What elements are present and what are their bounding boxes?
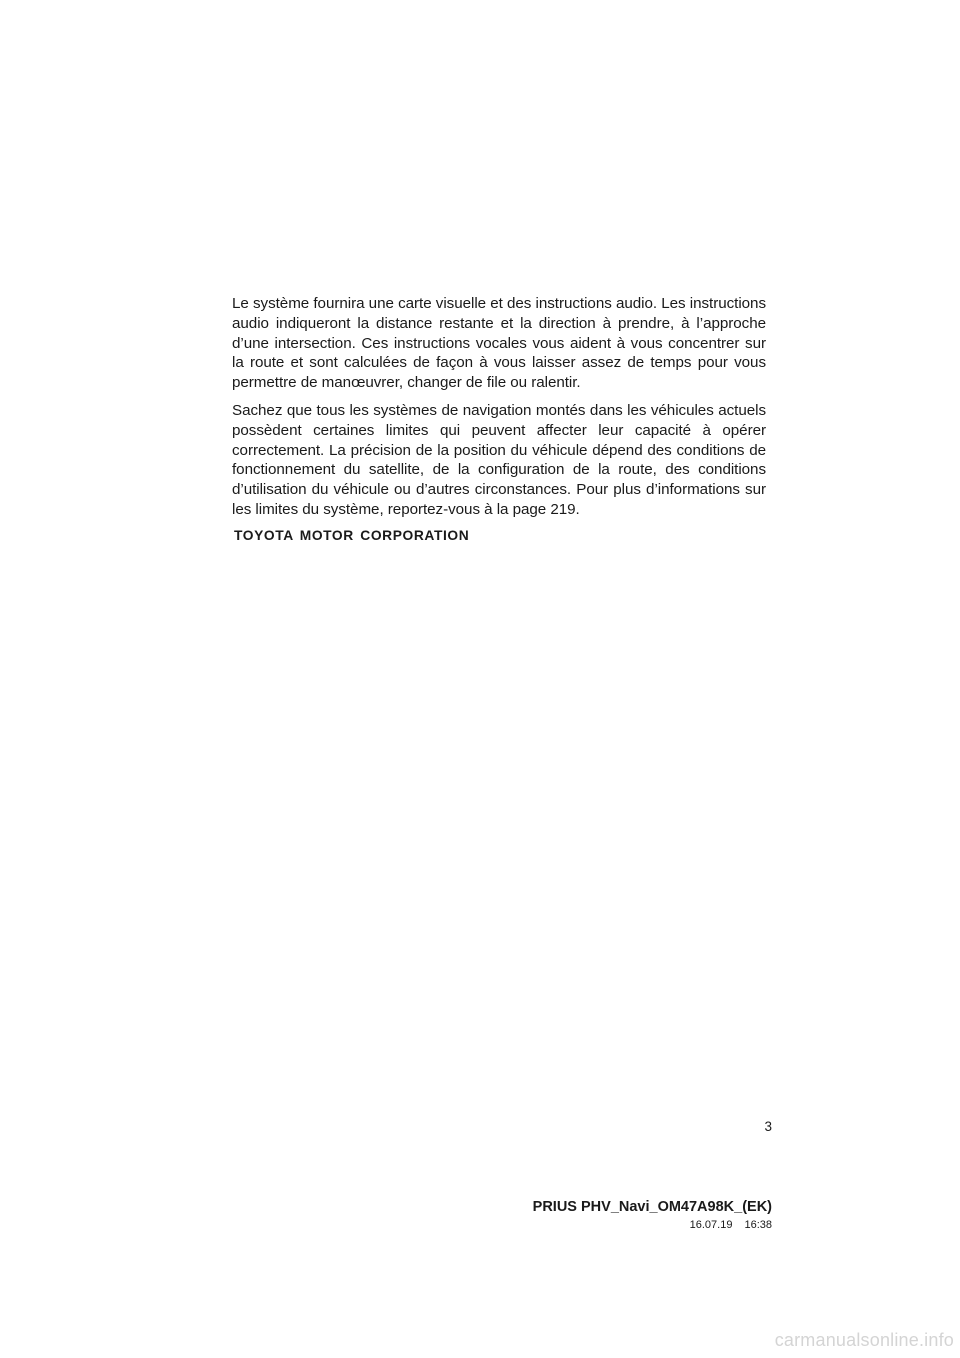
page-number: 3 [764,1119,772,1134]
document-id: PRIUS PHV_Navi_OM47A98K_(EK) [532,1199,772,1215]
print-time: 16:38 [744,1219,772,1231]
company-name: TOYOTA MOTOR CORPORATION [234,528,470,543]
paragraph-navigation-instructions: Le système fournira une carte visuelle et des instructions audio. Les instructions audio indiqueront la distance restante et la direction à prendre, à l’approche d’une intersection. Ces instructions vocales vous aident à vous concentrer sur la route et sont calculées de façon à vous laisser assez de temps pour vous permettre de manœuvrer, changer de file ou ralentir. [232,295,766,392]
print-date: 16.07.19 [689,1219,733,1231]
print-timestamp [600,1219,772,1231]
watermark: carmanualsonline.info [774,1330,954,1350]
body-text [232,294,766,520]
paragraph-system-limits: Sachez que tous les systèmes de navigation montés dans les véhicules actuels possèdent certaines limites qui peuvent affecter leur capacité à opérer correctement. La précision de la position du véhicule dépend des conditions de fonctionnement du satellite, de la configuration de la route, des conditions d’utilisation du véhicule ou d’autres circonstances. Pour plus d’informations sur les limites du système, reportez-vous à la page 219. [232,401,766,518]
